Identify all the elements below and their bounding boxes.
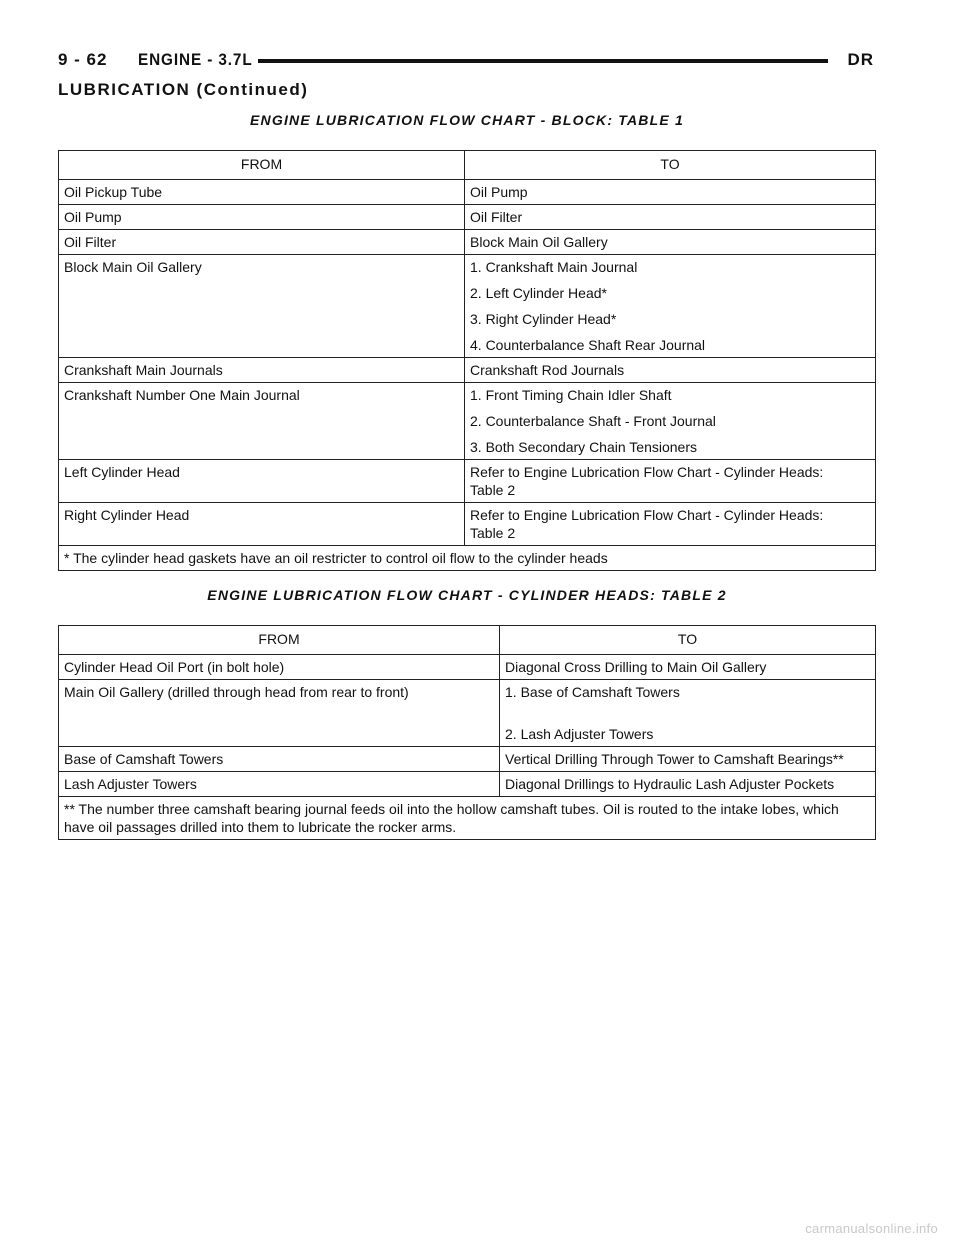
table-row — [59, 383, 876, 460]
table-row — [59, 205, 876, 230]
to-line: 2. Counterbalance Shaft - Front Journal — [470, 413, 716, 429]
to-line: 1. Front Timing Chain Idler Shaft — [470, 387, 672, 403]
to-line: 2. Left Cylinder Head* — [470, 285, 607, 301]
table2-title: ENGINE LUBRICATION FLOW CHART - CYLINDER HEADS: TABLE 2 — [207, 587, 727, 603]
to-line: 1. Crankshaft Main Journal — [470, 259, 638, 275]
page-number: 9 - 62 — [58, 50, 108, 69]
to-line: Crankshaft Rod Journals — [470, 362, 625, 378]
from-cell: Crankshaft Number One Main Journal — [59, 383, 465, 460]
to-cell — [465, 383, 876, 460]
to-line: Oil Pump — [470, 184, 528, 200]
header-rule — [258, 59, 828, 63]
from-cell: Oil Pickup Tube — [59, 180, 465, 205]
from-cell: Cylinder Head Oil Port (in bolt hole) — [59, 655, 500, 680]
table1-footnote: * The cylinder head gaskets have an oil restricter to control oil flow to the cylinder heads — [59, 546, 876, 571]
table-row — [59, 747, 876, 772]
to-cell — [465, 205, 876, 230]
to-line: Refer to Engine Lubrication Flow Chart - Cylinder Heads: Table 2 — [470, 507, 824, 541]
model-code: DR — [847, 50, 874, 69]
from-cell: Oil Pump — [59, 205, 465, 230]
from-cell: Crankshaft Main Journals — [59, 358, 465, 383]
table-footnote-row — [59, 797, 876, 840]
table-row — [59, 503, 876, 546]
to-cell — [465, 255, 876, 358]
to-line: Oil Filter — [470, 209, 523, 225]
to-line: 2. Lash Adjuster Towers — [505, 726, 654, 742]
table-row — [59, 358, 876, 383]
column-header-from: FROM — [59, 626, 500, 655]
chapter-title: ENGINE - 3.7L — [138, 50, 253, 69]
from-cell: Left Cylinder Head — [59, 460, 465, 503]
to-line: 3. Right Cylinder Head* — [470, 311, 617, 327]
to-cell — [465, 358, 876, 383]
to-line: 3. Both Secondary Chain Tensioners — [470, 439, 697, 455]
watermark: carmanualsonline.info — [805, 1221, 938, 1236]
to-cell — [500, 655, 876, 680]
to-cell — [465, 460, 876, 503]
table1-title: ENGINE LUBRICATION FLOW CHART - BLOCK: TABLE 1 — [250, 112, 684, 128]
section-heading: LUBRICATION (Continued) — [58, 80, 309, 99]
to-line: Diagonal Cross Drilling to Main Oil Gallery — [505, 659, 767, 675]
to-line: 1. Base of Camshaft Towers — [505, 684, 680, 700]
to-line: Refer to Engine Lubrication Flow Chart - Cylinder Heads: Table 2 — [470, 464, 824, 498]
table-header-row — [59, 151, 876, 180]
page-header — [58, 44, 876, 72]
to-line: Block Main Oil Gallery — [470, 234, 608, 250]
column-header-from: FROM — [59, 151, 465, 180]
table2-footnote: ** The number three camshaft bearing journal feeds oil into the hollow camshaft tubes. Oil is routed to the intake lobes, which have oil passages drilled into them to lubricate the rocker arms. — [59, 797, 876, 840]
table-row — [59, 460, 876, 503]
table-footnote-row — [59, 546, 876, 571]
table2 — [58, 625, 876, 840]
from-cell: Main Oil Gallery (drilled through head from rear to front) — [59, 680, 500, 747]
to-cell — [465, 503, 876, 546]
table-row — [59, 680, 876, 747]
column-header-to: TO — [500, 626, 876, 655]
table1 — [58, 150, 876, 571]
table-header-row — [59, 626, 876, 655]
table-row — [59, 180, 876, 205]
from-cell: Oil Filter — [59, 230, 465, 255]
column-header-to: TO — [465, 151, 876, 180]
to-line: Diagonal Drillings to Hydraulic Lash Adjuster Pockets — [505, 776, 835, 792]
to-cell — [465, 230, 876, 255]
to-cell — [500, 747, 876, 772]
to-cell — [500, 680, 876, 747]
from-cell: Lash Adjuster Towers — [59, 772, 500, 797]
table-row — [59, 772, 876, 797]
from-cell: Block Main Oil Gallery — [59, 255, 465, 358]
to-cell — [465, 180, 876, 205]
to-cell — [500, 772, 876, 797]
to-line: Vertical Drilling Through Tower to Camshaft Bearings** — [505, 751, 844, 767]
from-cell: Base of Camshaft Towers — [59, 747, 500, 772]
table-row — [59, 255, 876, 358]
table-row — [59, 230, 876, 255]
from-cell: Right Cylinder Head — [59, 503, 465, 546]
to-line: 4. Counterbalance Shaft Rear Journal — [470, 337, 706, 353]
table-row — [59, 655, 876, 680]
